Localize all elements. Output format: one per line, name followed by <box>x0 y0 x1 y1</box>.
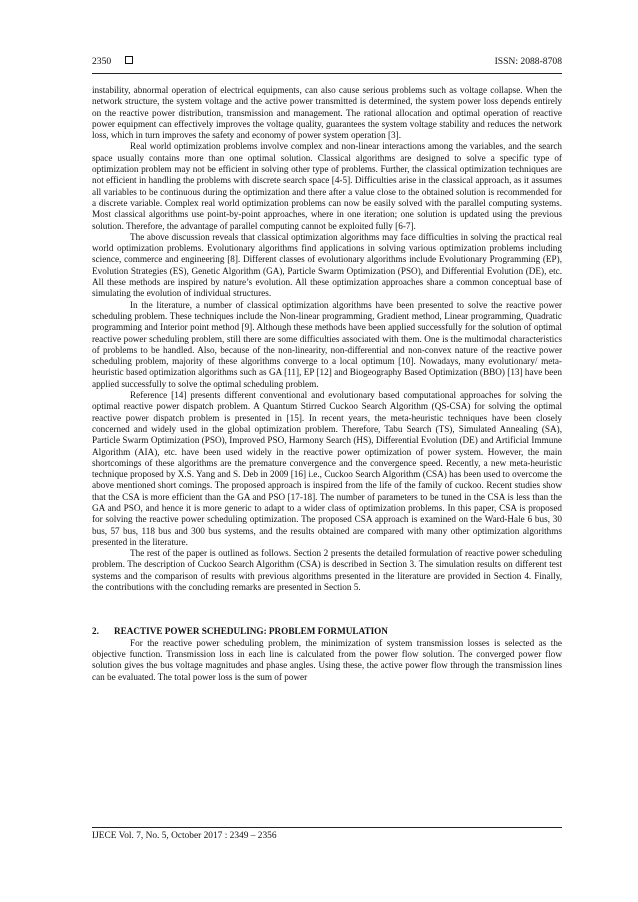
issn-label: ISSN: 2088-8708 <box>494 56 562 67</box>
journal-citation: IJECE Vol. 7, No. 5, October 2017 : 2349 – 2356 <box>92 831 277 841</box>
paragraph: For the reactive power scheduling problem, the minimization of system transmission losses is selected as the objective function. Transmission loss in each line is calculated from the power flow solution. The converged power flow solution gives the bus voltage magnitudes and phase angles. Using these, the active power flow through the transmission lines can be evaluated. The total power loss is the sum of power <box>92 637 562 682</box>
square-bullet-icon <box>125 56 133 64</box>
section-heading <box>92 626 562 637</box>
section-number: 2. <box>92 626 99 637</box>
page-number: 2350 <box>92 56 112 67</box>
paragraph: The above discussion reveals that classical optimization algorithms may face difficulties in solving the practical real world optimization problems. Evolutionary algorithms find applications in solving various optimization problems including science, commerce and engineering [8]. Different classes of evolutionary algorithms include Evolutionary Programming (EP), Evolution Strategies (ES), Genetic Algorithm (GA), Particle Swarm Optimization (PSO), and Differential Evolution (DE), etc. All these methods are inspired by nature’s evolution. All these optimization approaches share a common conceptual base of simulating the evolution of individual structures. <box>92 231 562 299</box>
header-rule <box>92 73 562 74</box>
section-title: REACTIVE POWER SCHEDULING: PROBLEM FORMULATION <box>114 626 388 637</box>
footer-rule <box>92 827 562 828</box>
paragraph: instability, abnormal operation of electrical equipments, can also cause serious problems such as voltage collapse. When the network structure, the system voltage and the active power transmitted is determined, the system power loss depends entirely on the reactive power distribution, transmission and management. The rational allocation and optimal operation of reactive power equipment can effectively improves the voltage quality, guarantees the system voltage stability and reduces the network loss, which in turn improves the safety and economy of power system operation [3]. <box>92 85 562 141</box>
page-body <box>92 85 562 683</box>
paragraph: Reference [14] presents different conventional and evolutionary based computational approaches for solving the optimal reactive power dispatch problem. A Quantum Stirred Cuckoo Search Algorithm (QS-CSA) for solving the optimal reactive power dispatch problem is presented in [15]. In recent years, the meta-heuristic techniques have been closely concerned and widely used in the global optimization problem. Therefore, Tabu Search (TS), Simulated Annealing (SA), Particle Swarm Optimization (PSO), Improved PSO, Harmony Search (HS), Differential Evolution (DE) and Artificial Immune Algorithm (AIA), etc. have been used widely in the reactive power optimization of power system. However, the main shortcomings of these algorithms are the premature convergence and the convergence speed. Recently, a new meta-heuristic technique proposed by X.S. Yang and S. Deb in 2009 [16] i.e., Cuckoo Search Algorithm (CSA) has been used to overcome the above mentioned short comings. The proposed approach is inspired from the life of the family of cuckoo. Recent studies show that the CSA is more efficient than the GA and PSO [17-18]. The number of parameters to be tuned in the CSA is less than the GA and PSO, and hence it is more generic to adapt to a wider class of optimization problems. In this paper, CSA is proposed for solving the reactive power scheduling optimization. The proposed CSA approach is examined on the Ward-Hale 6 bus, 30 bus, 57 bus, 118 bus and 300 bus systems, and the results obtained are compared with many other optimization algorithms presented in the literature. <box>92 390 562 547</box>
paragraph: Real world optimization problems involve complex and non-linear interactions among the variables, and the search space usually contains more than one optimal solution. Classical algorithms are designed to solve a specific type of optimization problem may not be efficient in solving other type of problems. Further, the classical optimization techniques are not efficient in handling the problems with discrete search space [4-5]. Difficulties arise in the classical approach, as it assumes all variables to be continuous during the optimization and there after a value close to the obtained solution is recommended for a discrete variable. Complex real world optimization problems can now be easily solved with the parallel computing systems. Most classical algorithms use point-by-point approaches, where in one iteration; one solution is updated using the previous solution. Therefore, the advantage of parallel computing cannot be exploited fully [6-7]. <box>92 141 562 231</box>
paragraph: In the literature, a number of classical optimization algorithms have been presented to solve the reactive power scheduling problem. These techniques include the Non-linear programming, Gradient method, Linear programming, Quadratic programming and Interior point method [9]. Although these methods have been applied successfully for the solution of optimal reactive power scheduling problem, still there are some difficulties associated with them. One is the multimodal characteristics of problems to be handled. Also, because of the non-linearity, non-differential and non-convex nature of the reactive power scheduling problem, majority of these algorithms converge to a local optimum [10]. Nowadays, many evolutionary/ meta-heuristic based optimization algorithms such as GA [11], EP [12] and Biogeography Based Optimization (BBO) [13] have been applied successfully to solve the optimal scheduling problem. <box>92 299 562 389</box>
paragraph: The rest of the paper is outlined as follows. Section 2 presents the detailed formulation of reactive power scheduling problem. The description of Cuckoo Search Algorithm (CSA) is described in Section 3. The simulation results on different test systems and the comparison of results with previous algorithms presented in the literature are provided in Section 4. Finally, the contributions with the concluding remarks are presented in Section 5. <box>92 548 562 593</box>
